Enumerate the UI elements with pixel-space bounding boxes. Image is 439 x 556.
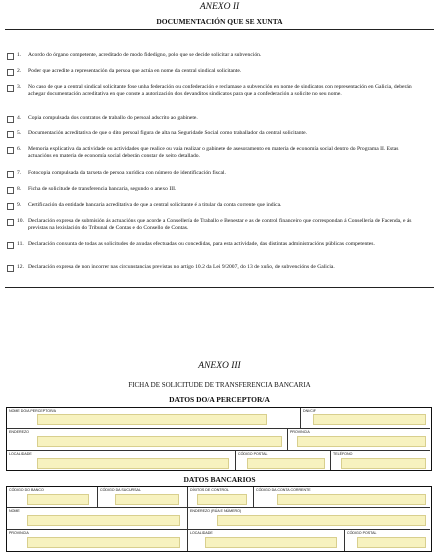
bank-name-field[interactable] [27,515,180,526]
item-number: 8. [17,186,22,192]
checkbox[interactable] [7,203,14,210]
checkbox[interactable] [7,219,14,226]
item-text: Ficha de solicitude de transferencia bancaria, segundo o anexo III. [28,186,177,192]
annex2-heading: DOCUMENTACIÓN QUE SE XUNTA [156,17,283,26]
bank-code-field[interactable] [27,494,89,505]
branch-code-field[interactable] [115,494,179,505]
dni-label: DNI/CIF [303,409,316,413]
annex3-title: ANEXO III [198,361,241,371]
checkbox[interactable] [7,53,14,60]
item-number: 4. [17,115,22,121]
control-digits-label: DÍXITOS DE CONTROL [190,488,229,492]
bank-name-label: NOME [9,509,20,513]
item-number: 5. [17,130,22,136]
item-text: Declaración conxunta de todas as solicitudes de axudas efectuadas ou concedidas, para esta actividade, das distintas administracións públicas competentes. [28,241,375,247]
checkbox[interactable] [7,131,14,138]
item-text: Certificación da entidade bancaria acreditativa de que a central solicitante é a titular da conta corrente que indica. [28,202,282,208]
perceptor-address-label: ENDEREZO [9,430,29,434]
account-code-field[interactable] [277,494,426,505]
item-text: Documentación acreditativa de que o dito persoal figura de alta na Seguridade Social como traballador da central solicitante. [28,130,307,136]
bank-address-field[interactable] [217,515,426,526]
checkbox[interactable] [7,147,14,154]
top-divider [5,29,434,30]
perceptor-phone-field[interactable] [341,458,426,469]
annex3-heading: FICHA DE SOLICITUDE DE TRANSFERENCIA BANCARIA [128,381,311,389]
bottom-divider [5,287,434,288]
item-number: 7. [17,170,22,176]
checkbox[interactable] [7,242,14,249]
item-number: 6. [17,146,22,152]
item-number: 2. [17,68,22,74]
perceptor-locality-label: LOCALIDADE [9,452,32,456]
item-text: Declaración expresa de submisión ás actuacións que acorde a Consellería de Traballo e Benestar e as de control financeiro que correspondan á Consellería de Facenda, e ás previstas na lexislación do Tribunal de Contas e do Consello de Contas. [28,218,412,231]
perceptor-phone-label: TELÉFONO [333,452,353,456]
item-number: 11. [17,241,24,247]
item-number: 3. [17,84,22,90]
checkbox[interactable] [7,187,14,194]
annex2-title: ANEXO II [199,2,240,12]
bank-province-field[interactable] [27,537,180,548]
item-text: Fotocopia compulsada da tarxeta de persoa xurídica con número de identificación fiscal. [28,170,226,176]
perceptor-province-field[interactable] [297,436,426,447]
bank-postal-field[interactable] [357,537,426,548]
item-number: 1. [17,52,22,58]
dni-field[interactable] [313,414,426,425]
perceptor-postal-field[interactable] [247,458,325,469]
bank-province-label: PROVINCIA [9,531,29,535]
item-number: 12. [17,264,24,270]
item-text: Memoria explicativa da actividade ou actividades que realice ou vaia realizar o gabinete de asesoramento en materia de economía social dentro do Programa II. Estas actuacións en materia de economía social deberán constar de xeito detallado. [28,146,399,159]
perceptor-name-field[interactable] [37,414,267,425]
bank-section [6,486,432,552]
perceptor-locality-field[interactable] [37,458,229,469]
bank-postal-label: CÓDIGO POSTAL [347,531,377,535]
item-text: No caso de que a central sindical solicitante fose unha federación ou confederación e reclamase a subvención en nome de sindicatos con representación en Galicia, deberán achegar documentación acreditativa en que conste a autorización dos devanditos sindicatos para que a confederación a solicite no seu nome. [28,84,412,97]
account-code-label: CÓDIGO DA CONTA CORRENTE [256,488,311,492]
item-text: Acordo do órgano competente, acreditado de modo fidedigno, polo que se decide solicitar a subvención. [28,52,262,58]
bank-locality-field[interactable] [205,537,337,548]
control-digits-field[interactable] [197,494,247,505]
bank-code-label: CÓDIGO DO BANCO [9,488,44,492]
perceptor-section [6,407,432,471]
bank-address-label: ENDEREZO (RÚA E NÚMERO) [190,509,242,513]
bank-heading: DATOS BANCARIOS [183,475,256,484]
perceptor-heading: DATOS DO/A PERCEPTOR/A [169,395,270,404]
item-number: 10. [17,218,24,224]
item-text: Copia compulsada dos contratos de traballo do persoal adscrito ao gabinete. [28,115,198,121]
checkbox[interactable] [7,265,14,272]
item-text: Declaración expresa de non incorrer nas circunstancias previstas no artigo 10.2 da Lei 9/2007, do 13 de xuño, de subvencións de Galicia. [28,264,335,270]
checkbox[interactable] [7,69,14,76]
checkbox[interactable] [7,116,14,123]
perceptor-postal-label: CÓDIGO POSTAL [238,452,268,456]
item-number: 9. [17,202,22,208]
checkbox[interactable] [7,85,14,92]
item-text: Poder que acredite a representación da persoa que actúa en nome da central sindical solicitante. [28,68,242,74]
bank-locality-label: LOCALIDADE [190,531,213,535]
perceptor-name-label: NOME DO/A PERCEPTOR/A [9,409,57,413]
perceptor-province-label: PROVINCIA [290,430,310,434]
branch-code-label: CÓDIGO DA SUCURSAL [100,488,141,492]
perceptor-address-field[interactable] [37,436,282,447]
checkbox[interactable] [7,171,14,178]
